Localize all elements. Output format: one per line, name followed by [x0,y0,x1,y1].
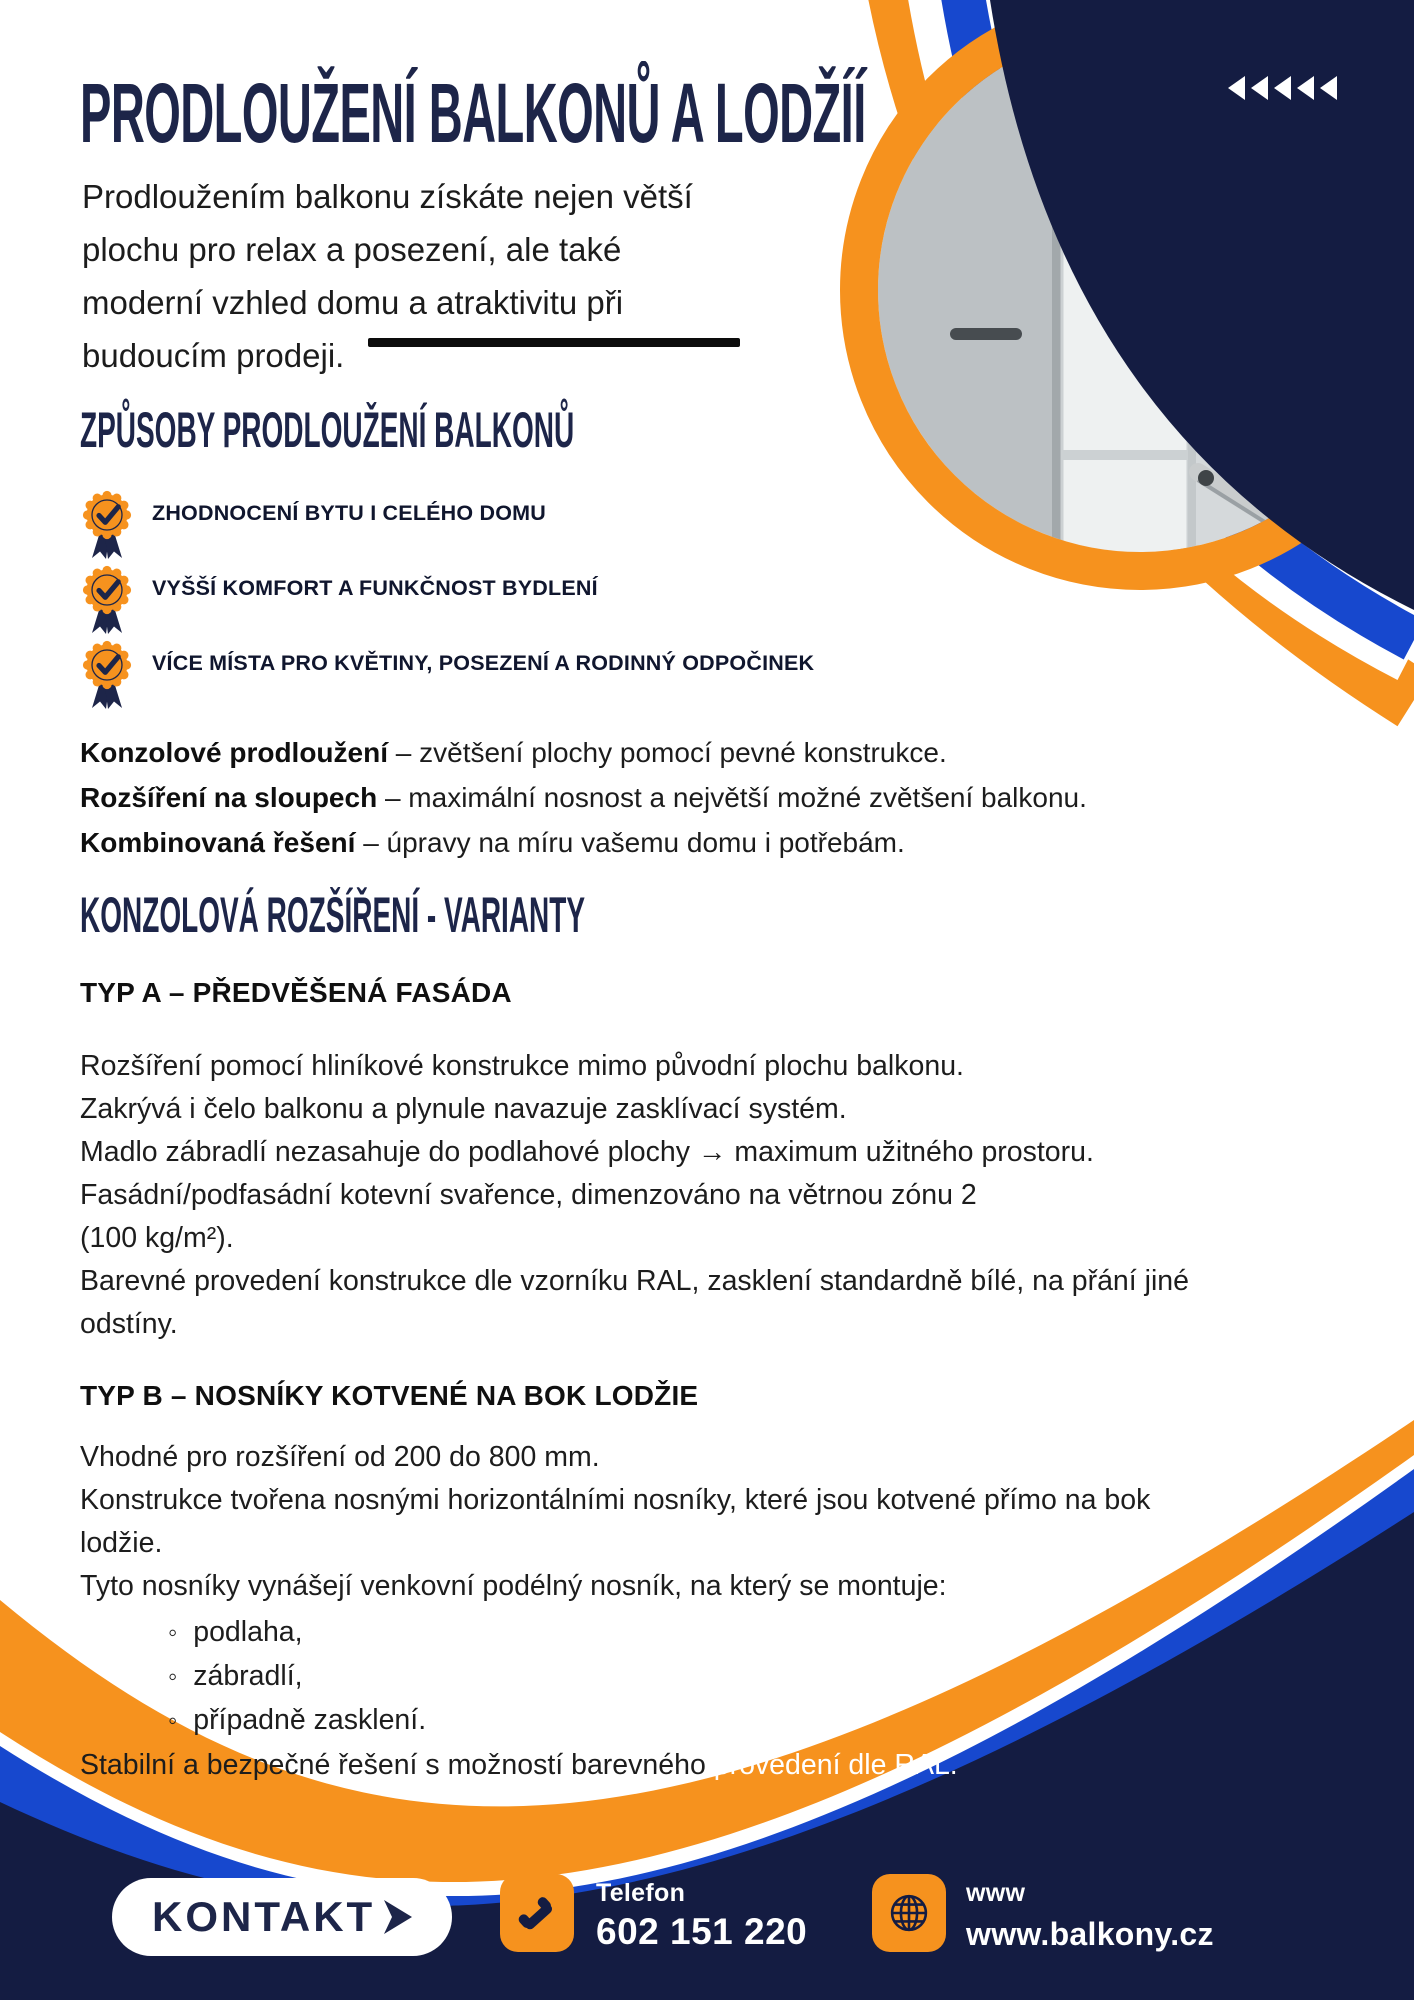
kontakt-button-label: KONTAKT [152,1893,376,1940]
web-url[interactable]: www.balkony.cz [966,1916,1214,1952]
list-item: ◦ případně zasklení. [168,1698,1168,1742]
benefit-item [80,640,1350,702]
type-b-paragraph [80,1436,1230,1608]
type-a-sentence: Zakrývá i čelo balkonu a plynule navazuje zasklívací systém. [80,1093,847,1125]
check-badge-icon [80,640,134,712]
method-line [80,775,1350,820]
mount-options-list [80,1610,1168,1742]
type-a-sentence: Barevné provedení konstrukce dle vzorníku RAL, zasklení standardně bílé, na přání jiné odstíny. [80,1265,1189,1340]
method-line [80,820,1350,865]
type-a-sentence: Rozšíření pomocí hliníkové konstrukce mimo původní plochu balkonu. [80,1050,964,1082]
list-item: ◦ zábradlí, [168,1654,1168,1698]
benefit-list [80,490,1350,702]
web-label: www [966,1879,1026,1907]
intro-text: Prodloužením balkonu získáte nejen větší plochu pro relax a posezení, ale také moderní vzhled domu a atraktivitu při budoucím prodeji. [82,178,693,374]
phone-tile [500,1874,574,1952]
type-b-sentence: Tyto nosníky vynášejí venkovní podélný nosník, na který se montuje: [80,1570,947,1602]
method-term: Rozšíření na sloupech [80,782,378,813]
closing-dark-text: Stabilní a bezpečné řešení s možností barevného [80,1749,714,1781]
check-badge-icon [80,490,134,562]
list-item: ◦ podlaha, [168,1610,1168,1654]
type-a-paragraph [80,1045,1230,1346]
benefit-label: VÍCE MÍSTA PRO KVĚTINY, POSEZENÍ A RODINNÝ ODPOČINEK [152,651,815,675]
type-a-title: TYP A – PŘEDVĚŠENÁ FASÁDA [80,977,512,1008]
method-desc: – zvětšení plochy pomocí pevné konstrukce. [395,737,947,768]
web-tile [872,1874,946,1952]
phone-label: Telefon [596,1879,686,1907]
type-b-sentence: Vhodné pro rozšíření od 200 do 800 mm. [80,1441,600,1473]
method-line [80,730,1350,775]
arrow-right-icon [376,1900,416,1934]
benefit-label: VYŠŠÍ KOMFORT A FUNKČNOST BYDLENÍ [152,576,598,600]
closing-light-text: provedení dle RAL. [713,1749,958,1781]
section-heading-variants: KONZOLOVÁ ROZŠÍŘENÍ - VARIANTY [80,887,586,943]
check-badge-icon [80,565,134,637]
content-column [80,66,1350,1787]
phone-number[interactable]: 602 151 220 [596,1911,808,1952]
closing-line [80,1744,1350,1787]
type-b-sentence: Konstrukce tvořena nosnými horizontálními nosníky, které jsou kotvené přímo na bok lodžie. [80,1484,1151,1559]
section-heading-ways: ZPŮSOBY PRODLOUŽENÍ BALKONŮ [80,402,575,458]
benefit-item [80,490,1350,552]
globe-icon [886,1890,932,1936]
divider-line [368,338,740,347]
type-a-sentence: (100 kg/m²). [80,1222,234,1254]
phone-icon [514,1890,560,1936]
method-desc: – maximální nosnost a největší možné zvětšení balkonu. [384,782,1087,813]
kontakt-button[interactable] [112,1878,452,1956]
type-a-sentence: Fasádní/podfasádní kotevní svařence, dimenzováno na větrnou zónu 2 [80,1179,977,1211]
methods-list [80,730,1350,865]
method-term: Kombinovaná řešení [80,827,356,858]
page-title: PRODLOUŽENÍ BALKONŮ A LODŽÍÍ [80,66,866,160]
method-term: Konzolové prodloužení [80,737,388,768]
benefit-label: ZHODNOCENÍ BYTU I CELÉHO DOMU [152,501,546,525]
method-desc: – úpravy na míru vašemu domu i potřebám. [363,827,905,858]
type-a-sentence: Madlo zábradlí nezasahuje do podlahové plochy → maximum užitného prostoru. [80,1136,1094,1168]
type-b-title: TYP B – NOSNÍKY KOTVENÉ NA BOK LODŽIE [80,1380,699,1411]
benefit-item [80,565,1350,627]
